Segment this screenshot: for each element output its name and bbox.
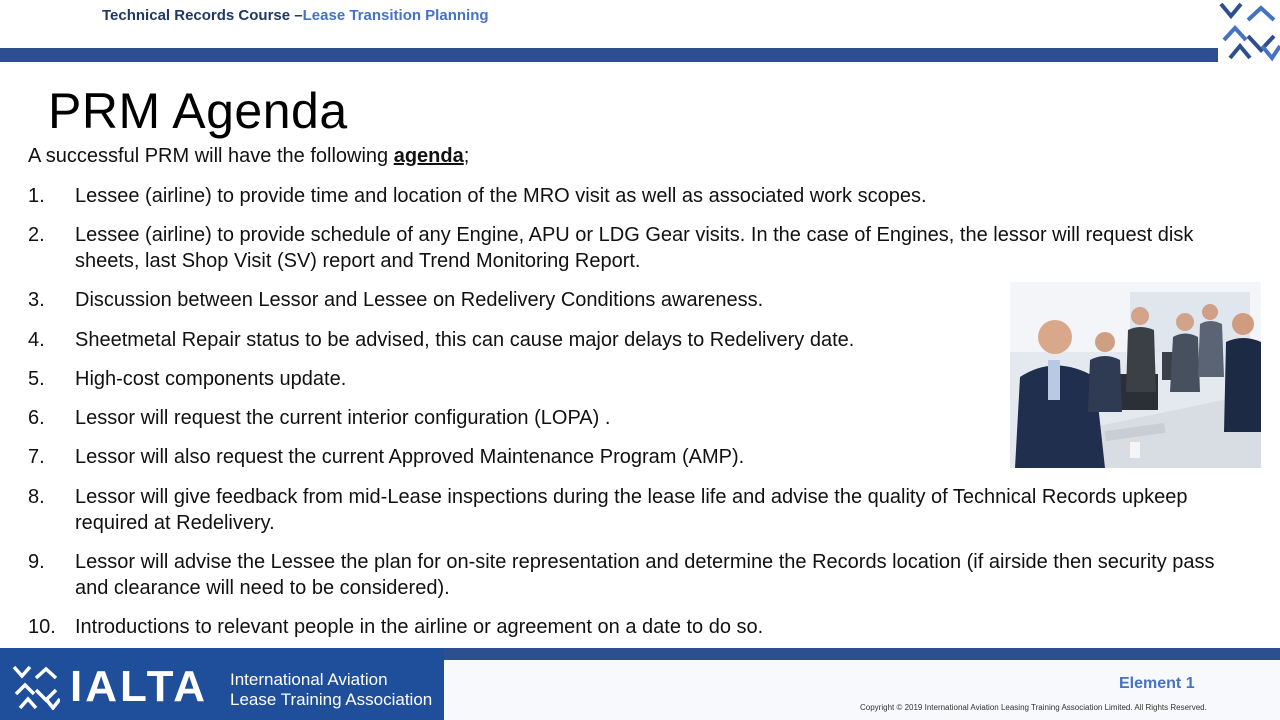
slide-title: PRM Agenda [48, 83, 348, 139]
agenda-item-text: Sheetmetal Repair status to be advised, this can cause major delays to Redelivery date. [75, 329, 855, 351]
agenda-item-number: 10. [28, 616, 56, 638]
agenda-item-number: 2. [28, 224, 45, 246]
brand-subtitle-line: Lease Training Association [230, 690, 433, 709]
agenda-item-number: 9. [28, 551, 45, 573]
agenda-item-text: Lessee (airline) to provide time and location of the MRO visit as well as associated work scopes. [75, 185, 927, 207]
intro-keyword: agenda [393, 145, 464, 167]
agenda-item-number: 5. [28, 368, 45, 390]
agenda-item-number: 4. [28, 329, 45, 351]
copyright-text: Copyright © 2019 International Aviation Leasing Training Association Limited. All Rights Reserved. [860, 703, 1207, 712]
brand-name: IALTA [70, 662, 208, 711]
agenda-item-number: 6. [28, 407, 45, 429]
agenda-item-number: 3. [28, 289, 45, 311]
header-bar [0, 48, 1218, 62]
agenda-item-text: Lessee (airline) to provide schedule of any Engine, APU or LDG Gear visits. In the case of Engines, the lessor will request disk sheets, last Shop Visit (SV) report and Trend Monitoring Report. [75, 224, 1194, 272]
element-label: Element 1 [1119, 675, 1195, 692]
course-name: Technical Records Course [102, 7, 291, 24]
intro-text-end: ; [463, 145, 470, 167]
title-separator: – [294, 7, 303, 24]
ialta-logo-icon [12, 664, 60, 710]
agenda-item-number: 8. [28, 486, 45, 508]
intro-text-start: A successful PRM will have the following [28, 145, 394, 167]
agenda-item-text: Lessor will advise the Lessee the plan for on-site representation and determine the Records location (if airside then security pass and clearance will need to be considered). [75, 551, 1215, 599]
module-name: Lease Transition Planning [302, 7, 489, 24]
agenda-item-text: High-cost components update. [75, 368, 347, 390]
intro-text [28, 145, 469, 168]
agenda-item-number: 7. [28, 446, 45, 468]
agenda-item-text: Lessor will also request the current Approved Maintenance Program (AMP). [75, 446, 745, 468]
agenda-item-number: 1. [28, 185, 45, 207]
agenda-item-text: Introductions to relevant people in the airline or agreement on a date to do so. [75, 616, 764, 638]
ialta-logo-icon [1218, 0, 1280, 62]
footer-bar [443, 648, 1280, 660]
brand-subtitle [230, 670, 432, 710]
office-workers-photo [1010, 282, 1261, 468]
course-title [102, 7, 489, 24]
agenda-item-text: Discussion between Lessor and Lessee on Redelivery Conditions awareness. [75, 289, 764, 311]
brand-subtitle-line: International Aviation [230, 670, 388, 689]
agenda-item-text: Lessor will give feedback from mid-Lease inspections during the lease life and advise the quality of Technical Records upkeep required at Redelivery. [75, 486, 1188, 534]
agenda-item-text: Lessor will request the current interior configuration (LOPA) . [75, 407, 611, 429]
